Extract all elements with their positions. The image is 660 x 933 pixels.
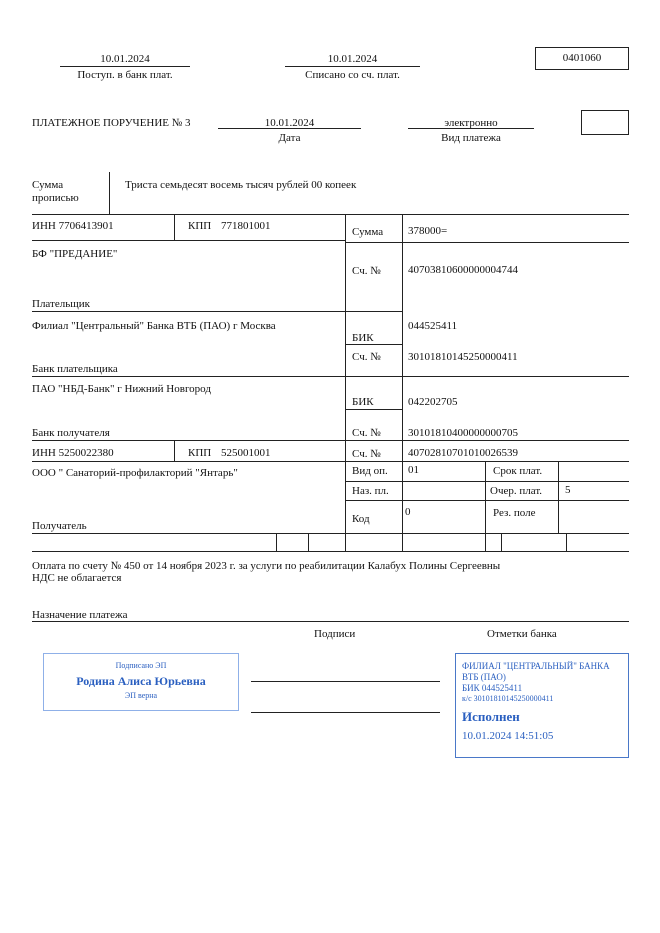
divider — [276, 533, 277, 551]
op-type: 01 — [408, 464, 419, 476]
divider — [218, 128, 361, 129]
debited-date: 10.01.2024 — [327, 53, 378, 65]
signed-label: Подписано ЭП — [115, 661, 167, 670]
reserve-label: Рез. поле — [493, 507, 536, 519]
divider — [32, 533, 629, 534]
code-label: Код — [352, 513, 370, 525]
payer-kpp: 771801001 — [221, 220, 271, 232]
received-date: 10.01.2024 — [100, 53, 150, 65]
payer-bank-account-label: Сч. № — [352, 351, 381, 363]
signatures-label: Подписи — [314, 628, 356, 640]
divider — [485, 461, 486, 551]
divider — [345, 311, 402, 312]
signer-name: Родина Алиса Юрьевна — [76, 674, 206, 688]
divider — [32, 461, 345, 462]
amount-words: Триста семьдесят восемь тысяч рублей 00 копеек — [125, 179, 357, 191]
divider — [308, 533, 309, 551]
op-type-label: Вид оп. — [352, 465, 388, 477]
recipient-bank-account-label: Сч. № — [352, 427, 381, 439]
signature-stamp — [43, 653, 239, 711]
divider — [174, 440, 175, 461]
term-label: Срок плат. — [493, 465, 543, 477]
priority-value: 5 — [565, 484, 571, 496]
bank-stamp-line-4: к/с 30101810145250000411 — [462, 694, 554, 703]
order-title: ПЛАТЕЖНОЕ ПОРУЧЕНИЕ № 3 — [32, 117, 191, 129]
payer-bank-label: Банк плательщика — [32, 363, 118, 375]
recipient-inn: ИНН 5250022380 — [32, 447, 114, 459]
signature-line-2 — [251, 712, 440, 713]
payer-label: Плательщик — [32, 298, 90, 310]
recipient-bank-name: ПАО "НБД-Банк" г Нижний Новгород — [32, 383, 211, 395]
divider — [345, 409, 402, 410]
divider — [345, 461, 629, 462]
divider — [32, 621, 629, 622]
recipient-kpp: 525001001 — [221, 447, 271, 459]
divider — [285, 66, 420, 67]
divider — [345, 500, 629, 501]
received-label: Поступ. в банк плат. — [77, 69, 173, 81]
divider — [32, 376, 629, 377]
purpose-code-label: Наз. пл. — [352, 485, 389, 497]
payer-account: 40703810600000004744 — [408, 264, 518, 276]
divider — [174, 214, 175, 240]
bank-stamp-line-2: ВТБ (ПАО) — [462, 672, 506, 682]
payer-account-label: Сч. № — [352, 265, 381, 277]
payer-bank-bik: 044525411 — [408, 320, 458, 332]
recipient-bank-label: Банк получателя — [32, 427, 110, 439]
recipient-bank-bik-label: БИК — [352, 396, 374, 408]
bank-stamp-line-3: БИК 044525411 — [462, 683, 523, 693]
divider — [345, 242, 629, 243]
debited-label: Списано со сч. плат. — [305, 69, 400, 81]
amount-words-label-2: прописью — [32, 192, 79, 204]
purpose-line-1: Оплата по счету № 450 от 14 ноября 2023 г. за услуги по реабилитации Калабух Полины Сергеевны — [32, 560, 501, 572]
priority-label: Очер. плат. — [490, 485, 543, 497]
bank-stamp-status: Исполнен — [462, 709, 520, 724]
recipient-account: 40702810701010026539 — [408, 447, 518, 459]
order-date-label: Дата — [278, 132, 301, 144]
payer-bank-account: 30101810145250000411 — [408, 351, 518, 363]
payer-bank-bik-label: БИК — [352, 332, 374, 344]
divider — [345, 214, 346, 551]
divider — [32, 214, 629, 215]
amount-label: Сумма — [352, 226, 384, 238]
recipient-account-label: Сч. № — [352, 448, 381, 460]
payer-name: БФ "ПРЕДАНИЕ" — [32, 248, 118, 260]
code-value: 0 — [405, 506, 411, 518]
signature-verified: ЭП верна — [124, 691, 158, 700]
form-code: 0401060 — [535, 47, 629, 70]
purpose-line-2: НДС не облагается — [32, 572, 122, 584]
payer-bank-name: Филиал "Центральный" Банка ВТБ (ПАО) г Москва — [32, 320, 276, 332]
purpose-label: Назначение платежа — [32, 609, 128, 621]
divider — [566, 533, 567, 551]
bank-stamp — [455, 653, 629, 758]
divider — [60, 66, 190, 67]
divider — [345, 344, 402, 345]
divider — [558, 461, 559, 533]
payment-type: электронно — [444, 117, 498, 129]
divider — [32, 440, 629, 441]
payer-inn: ИНН 7706413901 — [32, 220, 114, 232]
recipient-name: ООО " Санаторий-профилакторий "Янтарь" — [32, 467, 238, 479]
recipient-label: Получатель — [32, 520, 87, 532]
divider — [109, 172, 110, 214]
amount-words-label: Сумма — [32, 179, 64, 191]
recipient-bank-bik: 042202705 — [408, 396, 458, 408]
payment-type-label: Вид платежа — [441, 132, 501, 144]
amount-value: 378000= — [408, 225, 448, 237]
divider — [32, 240, 345, 241]
divider — [501, 533, 502, 551]
recipient-bank-account: 30101810400000000705 — [408, 427, 518, 439]
signature-line-1 — [251, 681, 440, 682]
divider — [32, 551, 629, 552]
recipient-kpp-label: КПП — [188, 447, 212, 459]
divider — [345, 481, 629, 482]
divider — [408, 128, 534, 129]
order-date: 10.01.2024 — [264, 117, 315, 129]
divider — [402, 214, 403, 551]
empty-box — [581, 110, 629, 135]
bank-stamp-line-1: ФИЛИАЛ "ЦЕНТРАЛЬНЫЙ" БАНКА — [462, 661, 610, 671]
bank-stamp-datetime: 10.01.2024 14:51:05 — [462, 730, 554, 742]
payer-kpp-label: КПП — [188, 220, 212, 232]
divider — [32, 311, 345, 312]
bank-marks-label: Отметки банка — [487, 628, 557, 640]
